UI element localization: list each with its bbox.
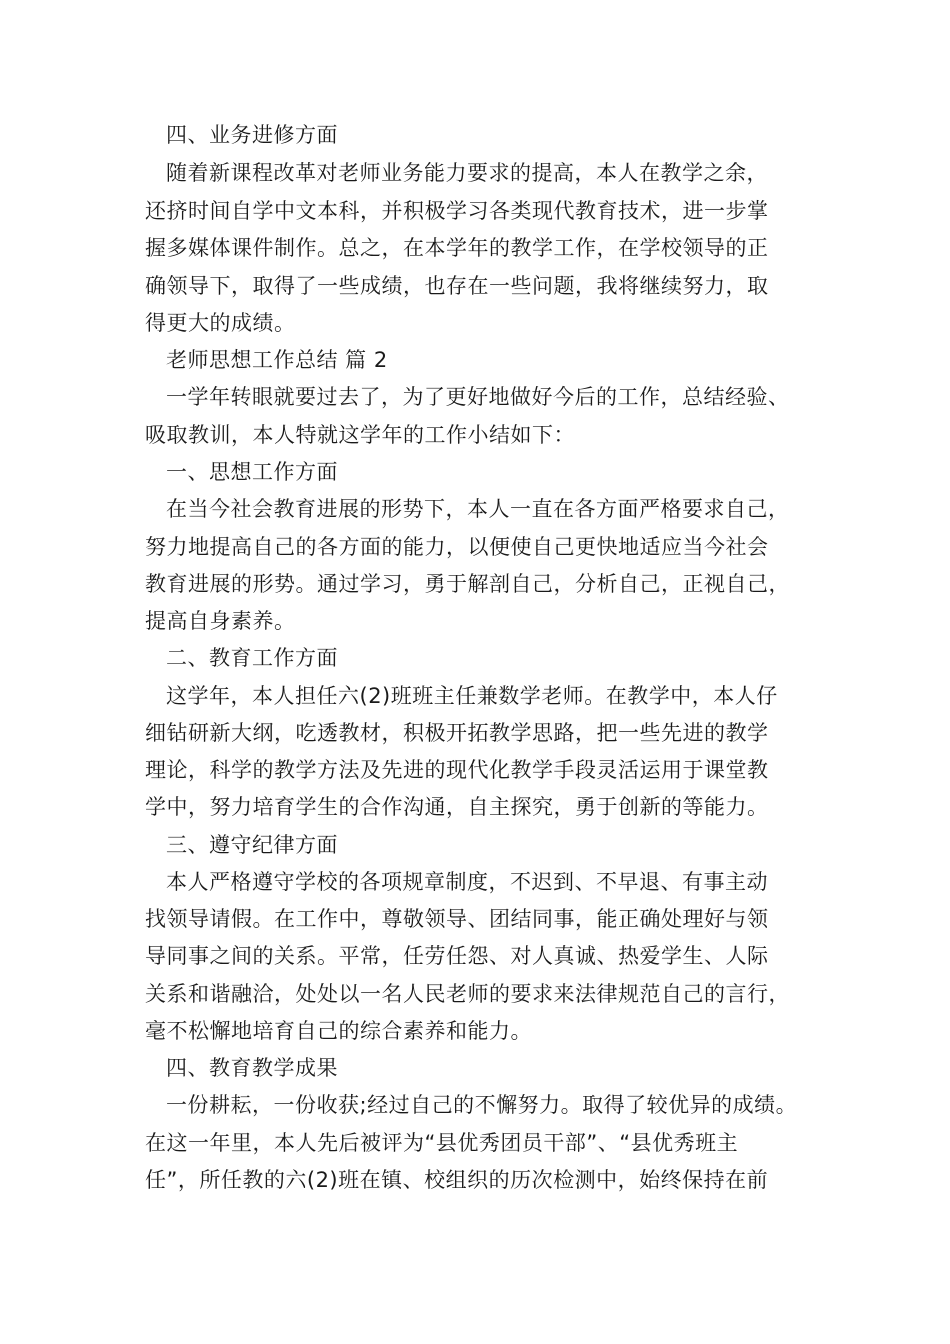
paragraph-line: 握多媒体课件制作。总之，在本学年的教学工作，在学校领导的正 — [145, 236, 769, 260]
paragraph-line: 细钻研新大纲，吃透教材，积极开拓教学思路，把一些先进的教学 — [145, 721, 769, 745]
paragraph-line: 在当今社会教育进展的形势下，本人一直在各方面严格要求自己， — [166, 497, 790, 521]
paragraph-line: 本人严格遵守学校的各项规章制度，不迟到、不早退、有事主动 — [166, 870, 768, 894]
heading-ideology: 一、思想工作方面 — [166, 460, 338, 484]
paragraph-line: 一份耕耘，一份收获;经过自己的不懈努力。取得了较优异的成绩。 — [166, 1093, 798, 1117]
paragraph-line: 得更大的成绩。 — [145, 311, 296, 335]
paragraph-line: 还挤时间自学中文本科，并积极学习各类现代教育技术，进一步掌 — [145, 199, 769, 223]
paragraph-line: 一学年转眼就要过去了，为了更好地做好今后的工作，总结经验、 — [166, 385, 790, 409]
heading-business-study: 四、业务进修方面 — [166, 123, 338, 147]
paragraph-line: 这学年，本人担任六(2)班班主任兼数学老师。在教学中，本人仔 — [166, 684, 778, 708]
paragraph-line: 吸取教训，本人特就这学年的工作小结如下： — [145, 423, 575, 447]
heading-discipline: 三、遵守纪律方面 — [166, 833, 338, 857]
paragraph-line: 找领导请假。在工作中，尊敬领导、团结同事，能正确处理好与领 — [145, 907, 769, 931]
heading-achievements: 四、教育教学成果 — [166, 1056, 338, 1080]
paragraph-line: 任”，所任教的六(2)班在镇、校组织的历次检测中，始终保持在前 — [145, 1168, 769, 1192]
paragraph-line: 教育进展的形势。通过学习，勇于解剖自己，分析自己，正视自己， — [145, 572, 790, 596]
heading-education: 二、教育工作方面 — [166, 646, 338, 670]
paragraph-line: 努力地提高自己的各方面的能力，以便使自己更快地适应当今社会 — [145, 535, 769, 559]
paragraph-line: 理论，科学的教学方法及先进的现代化教学手段灵活运用于课堂教 — [145, 758, 769, 782]
paragraph-line: 学中，努力培育学生的合作沟通，自主探究，勇于创新的等能力。 — [145, 795, 769, 819]
paragraph-line: 确领导下，取得了一些成绩，也存在一些问题，我将继续努力，取 — [145, 274, 769, 298]
paragraph-line: 在这一年里，本人先后被评为“县优秀团员干部”、“县优秀班主 — [145, 1131, 739, 1155]
paragraph-line: 随着新课程改革对老师业务能力要求的提高，本人在教学之余， — [166, 161, 768, 185]
paragraph-line: 提高自身素养。 — [145, 609, 296, 633]
paragraph-line: 毫不松懈地培育自己的综合素养和能力。 — [145, 1019, 532, 1043]
paragraph-line: 导同事之间的关系。平常，任劳任怨、对人真诚、热爱学生、人际 — [145, 944, 769, 968]
section-title: 老师思想工作总结 篇 2 — [166, 348, 388, 372]
paragraph-line: 关系和谐融洽，处处以一名人民老师的要求来法律规范自己的言行， — [145, 982, 790, 1006]
